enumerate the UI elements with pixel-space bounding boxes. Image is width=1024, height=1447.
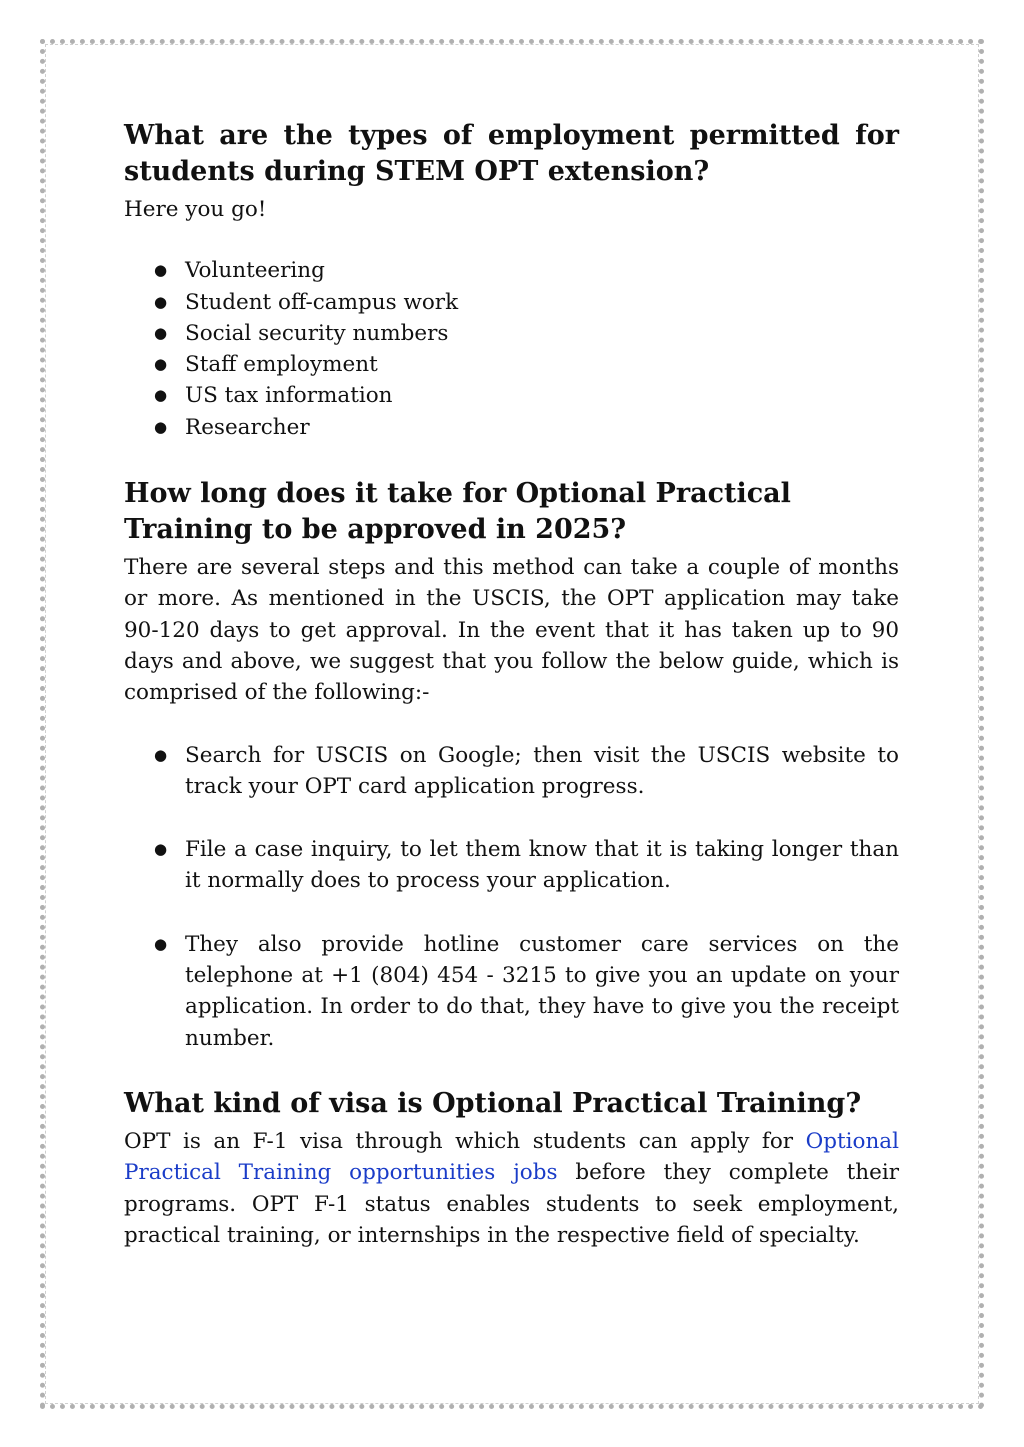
section2-heading: How long does it take for Optional Practical Training to be approved in 2025? (124, 478, 791, 546)
list-item: ● Search for USCIS on Google; then visit the USCIS website to track your OPT card application progress. (154, 740, 899, 803)
list-item: ● Staff employment (154, 349, 899, 380)
opt-jobs-link[interactable]: Optional Practical Training opportunities jobs (124, 1128, 899, 1186)
section1-heading: What are the types of employment permitted for students during STEM OPT extension? (124, 120, 899, 187)
section3-text-before: OPT is an F-1 visa through which students can apply for (124, 1128, 806, 1154)
section-spacer (124, 443, 899, 476)
list-item: ● Student off-campus work (154, 287, 899, 318)
approval-steps-list (124, 740, 899, 1054)
section2-paragraph: There are several steps and this method can take a couple of months or more. As mentioned in the USCIS, the OPT application may take 90-120 days to get approval. In the event that it has taken up to 90 days and above, we suggest that you follow the below guide, which is comprised of the following:- (124, 555, 899, 706)
list-item: ● Researcher (154, 412, 899, 443)
section3-heading: What kind of visa is Optional Practical Training? (124, 1087, 862, 1119)
list-item: ● File a case inquiry, to let them know that it is taking longer than it normally does to process your application. (154, 834, 899, 897)
list-item: ● US tax information (154, 380, 899, 411)
section3-paragraph (124, 1126, 899, 1251)
section3-text-after: before they complete their programs. OPT F-1 status enables students to seek employment, practical training, or internships in the respective field of specialty. (124, 1160, 899, 1248)
list-item: ● Social security numbers (154, 318, 899, 349)
section1-intro: Here you go! (124, 197, 267, 222)
section-spacer (124, 1054, 899, 1086)
document-content (124, 118, 899, 1251)
employment-types-list (124, 255, 899, 443)
list-item: ● Volunteering (154, 255, 899, 286)
list-item: ● They also provide hotline customer care services on the telephone at +1 (804) 454 - 3215 to give you an update on your application. In order to do that, they have to give you the receipt number. (154, 929, 899, 1054)
